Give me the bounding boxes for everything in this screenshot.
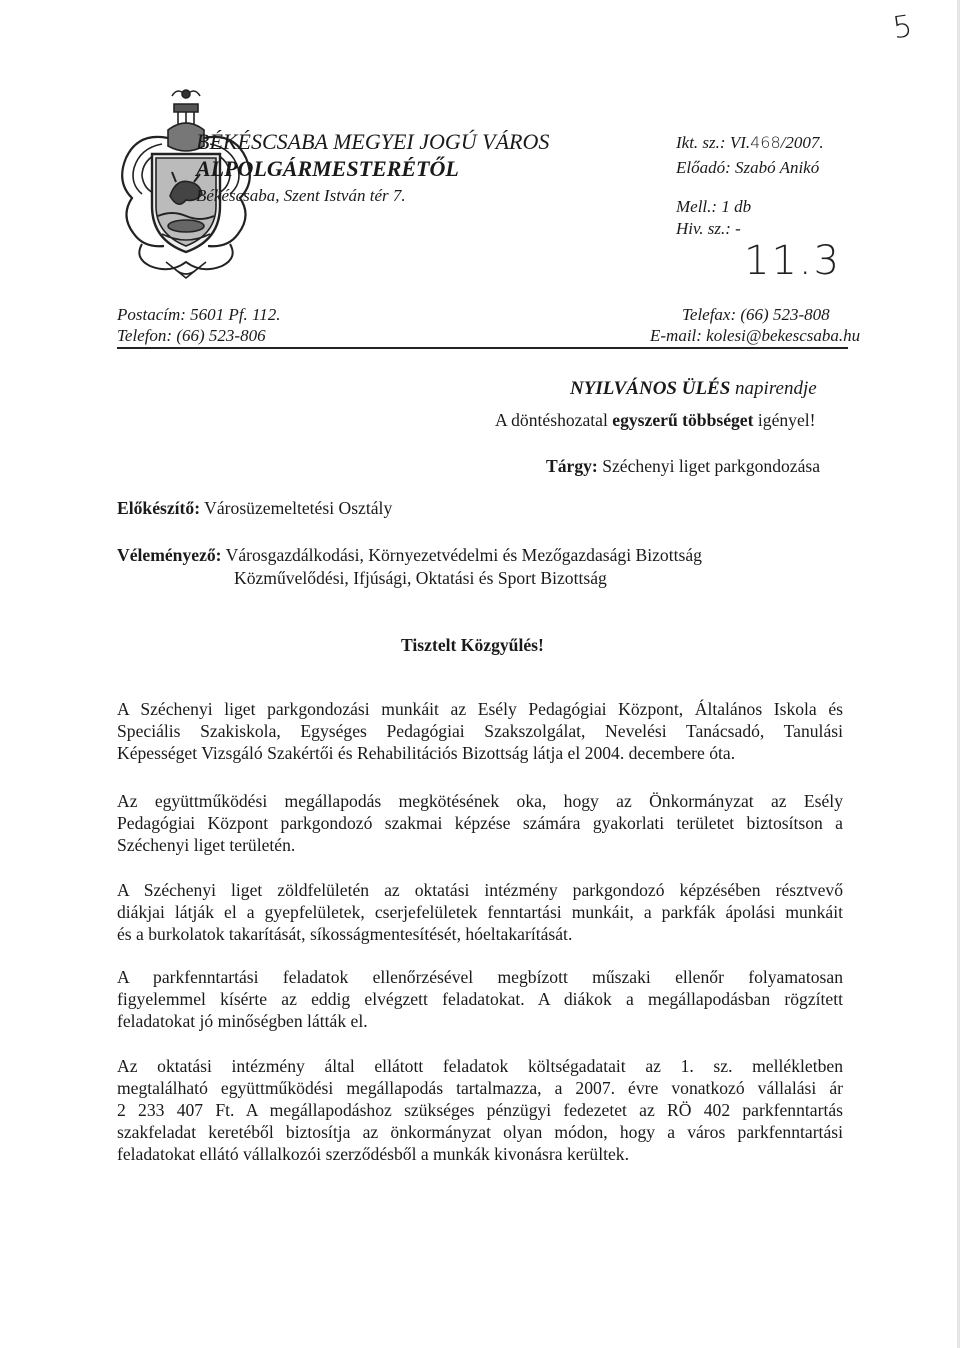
decision-pre: A döntéshozatal [495,410,613,430]
reviewer-value1: Városgazdálkodási, Környezetvédelmi és Mezőgazdasági Bizottság [221,545,702,565]
salutation: Tisztelt Közgyűlés! [401,635,544,655]
paragraph-line: és a burkolatok takarítását, síkosságmentesítését, hóeltakarítását. [117,924,573,944]
paragraph-line: Speciális Szakiskola, Egységes Pedagógiai Szakszolgálat, Nevelési Tanácsadó, Tanulási [117,721,843,741]
paragraph-4 [117,966,843,1032]
decision-bold: egyszerű többséget [612,410,754,430]
reviewer-value2: Közművelődési, Ifjúsági, Oktatási és Sport Bizottság [234,568,607,588]
paragraph-line: feladatokat jó minőségben látták el. [117,1011,368,1031]
org-name-line2: ALPOLGÁRMESTERÉTŐL [196,156,459,181]
preparer [117,498,392,519]
paragraph-2 [117,790,843,856]
reference-number: Hiv. sz.: - [676,219,741,238]
paragraph-line: Az együttműködési megállapodás megkötésének oka, hogy az Önkormányzat az Esély [117,791,843,811]
preparer-label: Előkészítő: [117,498,201,518]
paragraph-line: 2 233 407 Ft. A megállapodáshoz szükséges pénzügyi fedezetet az RÖ 402 parkfenntartás [117,1100,843,1120]
reviewer [117,545,702,566]
org-name-line1: BÉKÉSCSABA MEGYEI JOGÚ VÁROS [196,129,550,154]
paragraph-line: megtalálható együttműködési megállapodás tartalmazza, a 2007. évre vonatkozó vállalási ár [117,1078,843,1098]
city-crest-icon [112,84,260,284]
subject-value: Széchenyi liget parkgondozása [597,456,821,476]
paragraph-line: figyelemmel kísérte az eddig elvégzett feladatokat. A diákok a megállapodásban rögzített [117,989,843,1009]
postal-address: Postacím: 5601 Pf. 112. [117,305,281,324]
fax-number: Telefax: (66) 523-808 [682,305,830,324]
filing-number-label: Ikt. sz.: VI. [676,133,751,152]
paragraph-line: A Széchenyi liget zöldfelületén az oktatási intézmény parkgondozó képzésében résztvevő [117,880,843,900]
session-type-rest: napirendje [730,378,817,399]
filing-number [676,132,824,153]
subject-label: Tárgy: [546,456,598,476]
reviewer-label: Véleményező: [117,545,222,565]
session-type-bold: NYILVÁNOS ÜLÉS [570,378,731,399]
paragraph-line: feladatokat ellátó vállalkozói szerződésből a munkák kivonásra kerültek. [117,1144,629,1164]
paragraph-3 [117,879,843,945]
decision-post: igényel! [753,410,816,430]
header-rule [117,347,848,349]
org-address: Békéscsaba, Szent István tér 7. [196,186,406,205]
paragraph-5 [117,1055,843,1165]
decision-requirement [495,410,816,431]
paragraph-line: szakfeladat keretéből biztosítja az önkormányzat olyan módon, hogy a város parkfenntartási [117,1122,843,1142]
paragraph-line: Az oktatási intézmény által ellátott feladatok költségadatait az 1. sz. mellékletben [117,1056,843,1076]
paragraph-line: Képességet Vizsgáló Szakértői és Rehabilitációs Bizottság látja el 2004. decembere óta. [117,743,736,763]
email-address: E-mail: kolesi@bekescsaba.hu [650,326,861,345]
paragraph-1 [117,698,843,764]
paragraph-line: A Széchenyi liget parkgondozási munkáit az Esély Pedagógiai Központ, Általános Iskola és [117,699,843,719]
paragraph-line: Széchenyi liget területén. [117,835,296,855]
handwritten-reference: 11.3 [744,238,842,284]
paragraph-line: Pedagógiai Központ parkgondozó szakmai képzése számára gyakorlati területet biztosítson a [117,813,843,833]
subject [546,456,820,477]
attachments: Mell.: 1 db [676,197,752,216]
case-officer: Előadó: Szabó Anikó [676,158,820,177]
filing-number-year: /2007. [780,133,824,152]
phone-number: Telefon: (66) 523-806 [117,326,266,345]
preparer-value: Városüzemeltetési Osztály [200,498,393,518]
session-type [570,378,817,400]
filing-number-handwritten: 468 [750,133,781,152]
paragraph-line: A parkfenntartási feladatok ellenőrzésével megbízott műszaki ellenőr folyamatosan [117,967,843,987]
paragraph-line: diákjai látják el a gyepfelületek, cserjefelületek fenntartási munkáit, a parkfák ápolási munkáit [117,902,843,922]
corner-handwritten-mark: 5 [890,8,915,47]
